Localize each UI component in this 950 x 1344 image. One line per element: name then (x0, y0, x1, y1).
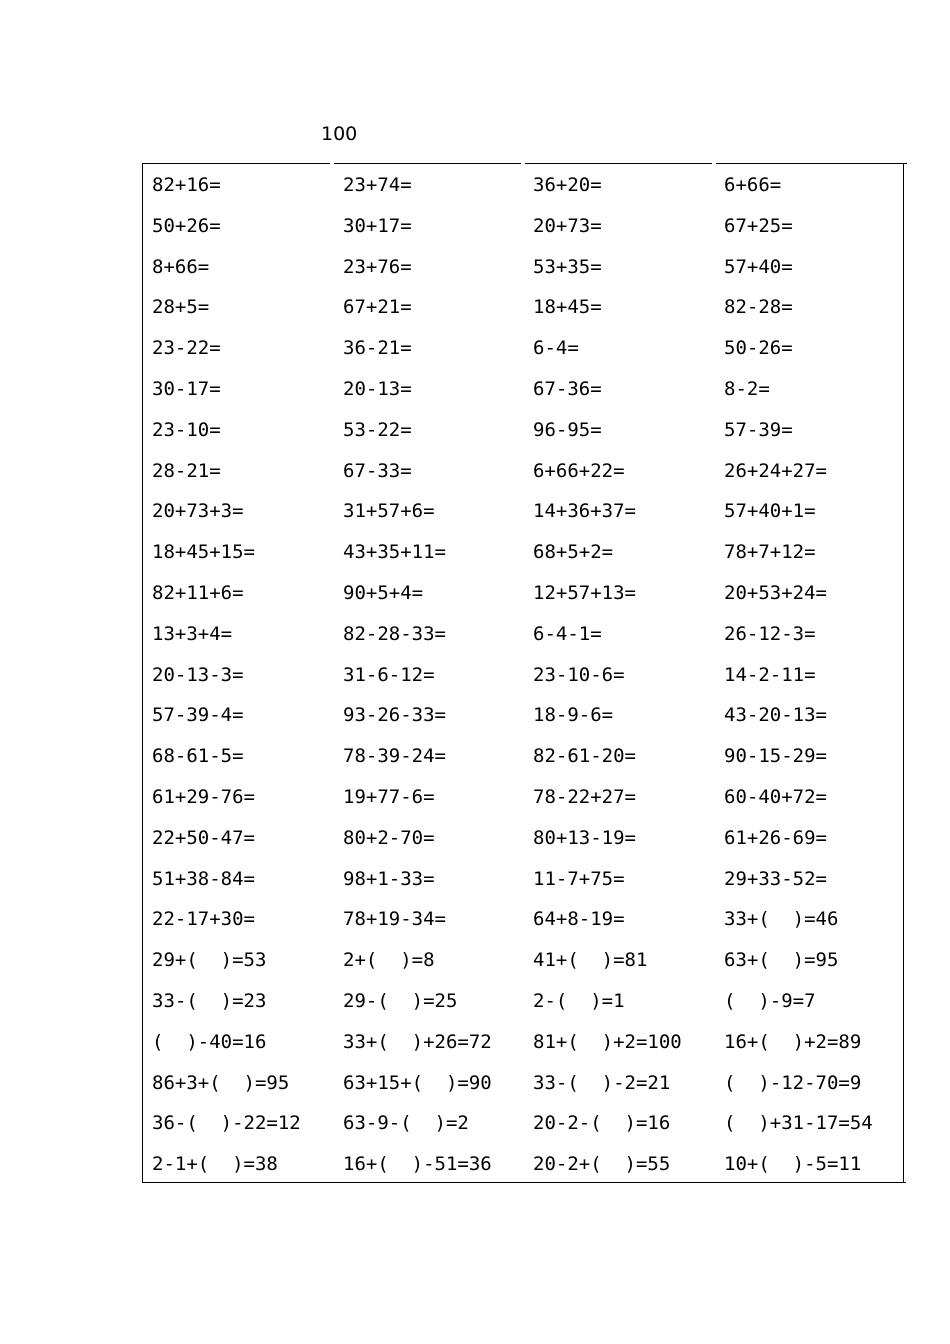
math-problem: 23-10-6= (533, 663, 625, 686)
worksheet-table (142, 163, 906, 1183)
math-problem: 63-9-( )=2 (343, 1112, 469, 1135)
math-problem: 36-21= (343, 337, 412, 360)
top-rule-col-4 (716, 163, 907, 164)
math-problem: 28+5= (152, 296, 210, 319)
math-problem: ( )-40=16 (152, 1030, 267, 1053)
math-problem: 19+77-6= (343, 786, 435, 808)
math-problem: 41+( )=81 (533, 949, 648, 972)
math-problem: 20+53+24= (724, 582, 827, 604)
top-rule-col-2 (334, 163, 521, 164)
table-row (143, 899, 903, 940)
math-problem: 78-39-24= (343, 745, 446, 768)
table-row (143, 818, 903, 859)
math-problem: 98+1-33= (343, 867, 435, 890)
math-problem: 2-( )=1 (533, 990, 625, 1012)
math-problem: 29+( )=53 (152, 949, 267, 972)
math-problem: 68-61-5= (152, 745, 244, 768)
math-problem: 67-36= (533, 378, 602, 400)
math-problem: 64+8-19= (533, 908, 625, 931)
math-problem: 18-9-6= (533, 704, 614, 727)
math-problem: 6-4= (533, 337, 579, 360)
math-problem: 61+29-76= (152, 786, 255, 808)
table-row (143, 736, 903, 777)
math-problem: 20-13-3= (152, 663, 244, 686)
math-problem: 78+19-34= (343, 908, 446, 931)
math-problem: 81+( )+2=100 (533, 1030, 682, 1053)
math-problem: 67+21= (343, 296, 412, 319)
math-problem: 26-12-3= (724, 622, 816, 645)
math-problem: 67-33= (343, 459, 412, 482)
math-problem: 23+74= (343, 174, 412, 196)
math-problem: 78-22+27= (533, 786, 636, 808)
table-row (143, 491, 903, 532)
math-problem: 30-17= (152, 378, 221, 400)
math-problem: 14-2-11= (724, 663, 816, 686)
math-problem: 20+73+3= (152, 500, 244, 523)
math-problem: 31-6-12= (343, 663, 435, 686)
math-problem: 22-17+30= (152, 908, 255, 931)
math-problem: 2-1+( )=38 (152, 1153, 278, 1176)
math-problem: 33+( )=46 (724, 908, 839, 931)
math-problem: 57+40+1= (724, 500, 816, 523)
math-problem: ( )-9=7 (724, 990, 816, 1012)
math-problem: 28-21= (152, 459, 221, 482)
math-problem: ( )-12-70=9 (724, 1071, 862, 1094)
math-problem: 86+3+( )=95 (152, 1071, 290, 1094)
math-problem: 14+36+37= (533, 500, 636, 523)
page-title: 100 (321, 123, 358, 145)
math-problem: 11-7+75= (533, 867, 625, 890)
math-problem: 93-26-33= (343, 704, 446, 727)
math-problem: 53-22= (343, 418, 412, 441)
math-problem: 57+40= (724, 255, 793, 278)
table-row (143, 1103, 903, 1144)
math-problem: 36+20= (533, 174, 602, 196)
table-row (143, 410, 903, 451)
math-problem: 20+73= (533, 214, 602, 237)
table-row (143, 287, 903, 328)
table-row (143, 451, 903, 492)
table-row (143, 1063, 903, 1104)
math-problem: 33-( )-2=21 (533, 1071, 671, 1094)
table-row (143, 777, 903, 818)
math-problem: 61+26-69= (724, 826, 827, 849)
math-problem: 23-10= (152, 418, 221, 441)
math-problem: 30+17= (343, 214, 412, 237)
table-row (143, 165, 903, 206)
math-problem: 67+25= (724, 214, 793, 237)
table-row (143, 206, 903, 247)
math-problem: 12+57+13= (533, 582, 636, 604)
math-problem: 31+57+6= (343, 500, 435, 523)
math-problem: 68+5+2= (533, 541, 614, 564)
math-problem: 6+66+22= (533, 459, 625, 482)
math-problem: 18+45= (533, 296, 602, 319)
math-problem: 90-15-29= (724, 745, 827, 768)
math-problem: 20-2-( )=16 (533, 1112, 671, 1135)
math-problem: 80+2-70= (343, 826, 435, 849)
math-problem: 10+( )-5=11 (724, 1153, 862, 1176)
math-problem: 16+( )+2=89 (724, 1030, 862, 1053)
math-problem: 16+( )-51=36 (343, 1153, 492, 1176)
math-problem: 82+11+6= (152, 582, 244, 604)
math-problem: 23+76= (343, 255, 412, 278)
math-problem: 80+13-19= (533, 826, 636, 849)
math-problem: 78+7+12= (724, 541, 816, 564)
math-problem: 20-13= (343, 378, 412, 400)
math-problem: 82+16= (152, 174, 221, 196)
table-row (143, 369, 903, 410)
top-rule-col-3 (525, 163, 712, 164)
math-problem: 82-28-33= (343, 622, 446, 645)
math-problem: 23-22= (152, 337, 221, 360)
math-problem: 13+3+4= (152, 622, 233, 645)
math-problem: 43+35+11= (343, 541, 446, 564)
table-row (143, 859, 903, 900)
math-problem: 6-4-1= (533, 622, 602, 645)
math-problem: 8-2= (724, 378, 770, 400)
math-problem: ( )+31-17=54 (724, 1112, 873, 1135)
math-problem: 43-20-13= (724, 704, 827, 727)
math-problem: 8+66= (152, 255, 210, 278)
math-problem: 50+26= (152, 214, 221, 237)
math-problem: 57-39-4= (152, 704, 244, 727)
math-problem: 2+( )=8 (343, 949, 435, 972)
math-problem: 60-40+72= (724, 786, 827, 808)
math-problem: 6+66= (724, 174, 782, 196)
table-row (143, 328, 903, 369)
math-problem: 20-2+( )=55 (533, 1153, 671, 1176)
math-problem: 82-28= (724, 296, 793, 319)
table-row (143, 532, 903, 573)
table-row (143, 1022, 903, 1063)
math-problem: 63+15+( )=90 (343, 1071, 492, 1094)
math-problem: 33+( )+26=72 (343, 1030, 492, 1053)
math-problem: 82-61-20= (533, 745, 636, 768)
math-problem: 29+33-52= (724, 867, 827, 890)
table-row (143, 247, 903, 288)
math-problem: 36-( )-22=12 (152, 1112, 301, 1135)
table-row (143, 695, 903, 736)
math-problem: 96-95= (533, 418, 602, 441)
math-problem: 33-( )=23 (152, 990, 267, 1012)
math-problem: 63+( )=95 (724, 949, 839, 972)
math-problem: 53+35= (533, 255, 602, 278)
table-row (143, 655, 903, 696)
table-row (143, 573, 903, 614)
math-problem: 50-26= (724, 337, 793, 360)
math-problem: 26+24+27= (724, 459, 827, 482)
table-row (143, 1144, 903, 1185)
table-row (143, 614, 903, 655)
math-problem: 18+45+15= (152, 541, 255, 564)
top-rule-col-1 (143, 163, 330, 164)
math-problem: 51+38-84= (152, 867, 255, 890)
math-problem: 29-( )=25 (343, 990, 458, 1012)
math-problem: 22+50-47= (152, 826, 255, 849)
math-problem: 90+5+4= (343, 582, 424, 604)
table-row (143, 940, 903, 981)
table-row (143, 981, 903, 1022)
math-problem: 57-39= (724, 418, 793, 441)
